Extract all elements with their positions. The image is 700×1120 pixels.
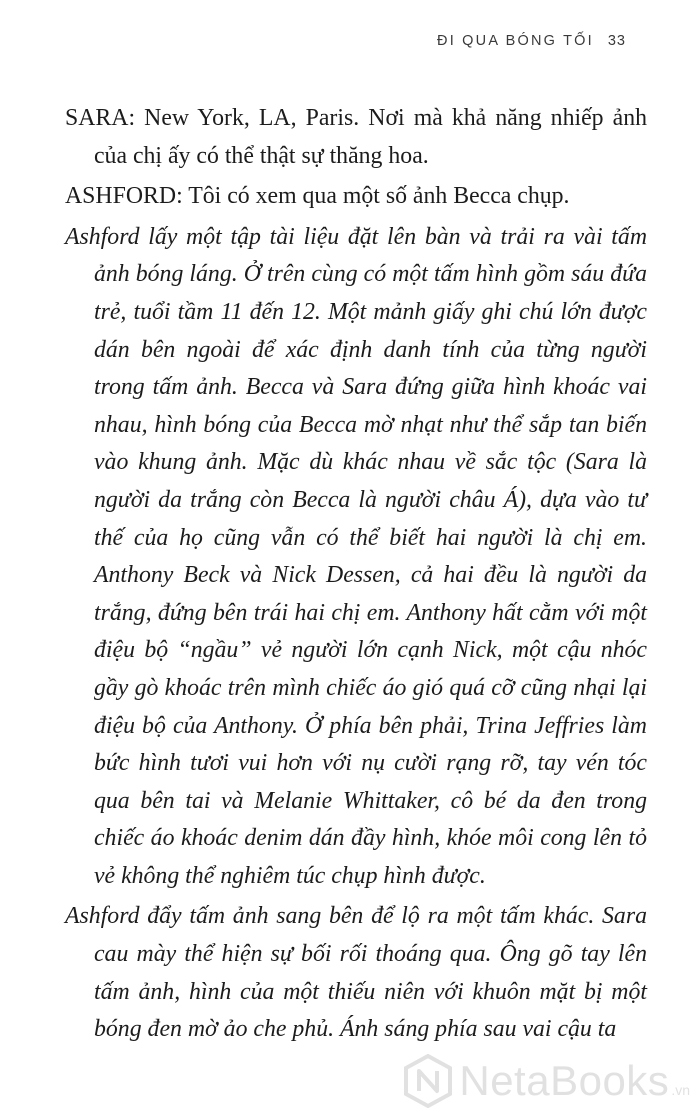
running-header bbox=[437, 33, 626, 49]
stage-direction-photo-description: Ashford lấy một tập tài liệu đặt lên bàn và trải ra vài tấm ảnh bóng láng. Ở trên cùng có một tấm hình gồm sáu đứa trẻ, tuổi tầm 11 đến 12. Một mảnh giấy ghi chú lớn được dán bên ngoài để xác định danh tính của từng người trong tấm ảnh. Becca và Sara đứng giữa hình khoác vai nhau, hình bóng của Becca mờ nhạt như thể sắp tan biến vào khung ảnh. Mặc dù khác nhau về sắc tộc (Sara là người da trắng còn Becca là người châu Á), dựa vào tư thế của họ cũng vẫn có thể biết hai người là chị em. Anthony Beck và Nick Dessen, cả hai đều là người da trắng, đứng bên trái hai chị em. Anthony hất cằm với một điệu bộ “ngầu” vẻ người lớn cạnh Nick, một cậu nhóc gầy gò khoác trên mình chiếc áo gió quá cỡ cũng nhại lại điệu bộ của Anthony. Ở phía bên phải, Trina Jeffries làm bức hình tươi vui hơn với nụ cười rạng rỡ, tay vén tóc qua bên tai và Melanie Whittaker, cô bé da đen trong chiếc áo khoác denim dán đầy hình, khóe môi cong lên tỏ vẻ không thể nghiêm túc chụp hình được. bbox=[65, 223, 647, 889]
running-title: ĐI QUA BÓNG TỐI bbox=[437, 33, 594, 49]
page-number: 33 bbox=[607, 33, 626, 49]
watermark-suffix: .vn bbox=[671, 1082, 690, 1098]
dialogue-ashford: ASHFORD: Tôi có xem qua một số ảnh Becca chụp. bbox=[65, 183, 570, 210]
dialogue-sara: SARA: New York, LA, Paris. Nơi mà khả năng nhiếp ảnh của chị ấy có thể thật sự thăng hoa. bbox=[65, 105, 647, 169]
watermark-brand: NetaBooks bbox=[459, 1057, 670, 1104]
netabooks-logo-icon bbox=[403, 1054, 453, 1108]
body-text bbox=[65, 100, 647, 1052]
watermark bbox=[403, 1054, 690, 1108]
stage-direction-second-photo: Ashford đẩy tấm ảnh sang bên để lộ ra một tấm khác. Sara cau mày thể hiện sự bối rối thoáng qua. Ông gõ tay lên tấm ảnh, hình của một thiếu niên với khuôn mặt bị một bóng đen mờ ảo che phủ. Ánh sáng phía sau vai cậu ta bbox=[65, 903, 647, 1043]
